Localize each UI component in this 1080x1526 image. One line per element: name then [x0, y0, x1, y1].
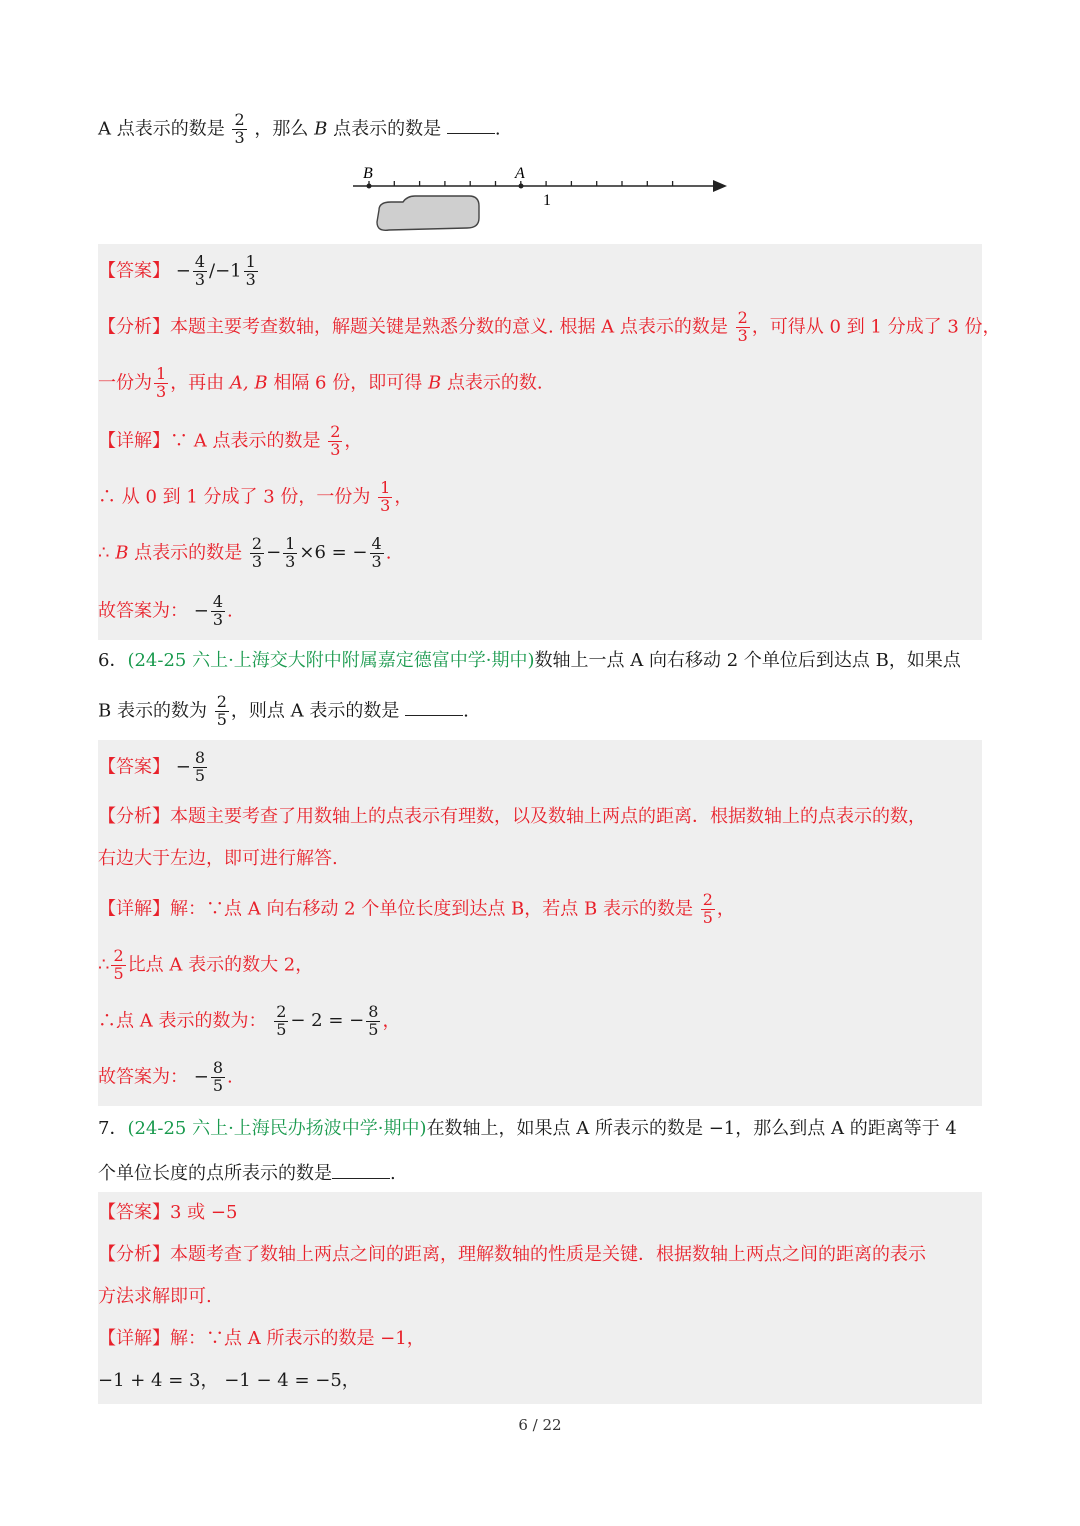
q6-line-2	[98, 694, 469, 729]
question-number: 6．	[98, 650, 128, 671]
a5-detail-line-2	[98, 480, 412, 515]
question-text-c: ，则点 A 表示的数是	[230, 700, 400, 722]
final-answer-label: 故答案为：	[98, 600, 188, 622]
analysis-text-c: 一份为	[98, 372, 152, 394]
a5-final: 故答案为： − $\frac{4}{3}$ .	[98, 592, 233, 629]
answer-blank	[332, 1162, 390, 1179]
detail-text-c: 点表示的数是	[134, 542, 243, 564]
period: .	[227, 600, 233, 622]
label-A: A	[515, 165, 525, 182]
analysis-text: 本题考查了数轴上两点之间的距离，理解数轴的性质是关键．根据数轴上两点之间的距离的表示	[170, 1244, 926, 1265]
detail-text-b: ∴ 从 0 到 1 分成了 3 份，一份为	[98, 486, 371, 508]
q5-stem-text-c: 点表示的数是	[333, 118, 442, 140]
a6-answer-row: 【答案】 − $\frac{8}{5}$	[98, 748, 206, 785]
analysis-tag: 【分析】	[98, 316, 170, 338]
fraction-2-3: $\frac{2}{3}$	[330, 422, 341, 459]
analysis-text-d: ，再由	[170, 372, 225, 394]
q5-stem-B: B	[314, 118, 328, 140]
fraction-2-3	[232, 112, 246, 147]
a5-analysis-line-2	[98, 366, 543, 401]
fraction-1-3: $\frac{1}{3}$	[156, 364, 167, 401]
analysis-text-b: 右边大于左边，即可进行解答.	[98, 848, 338, 869]
fraction-1-3: $\frac{1}{3}$	[245, 252, 256, 289]
answer-tag: 【答案】	[98, 756, 170, 778]
ink-blot-cover	[377, 196, 479, 230]
number-line-figure	[345, 160, 735, 242]
a7-analysis-line-2	[98, 1288, 212, 1306]
equation-a-value: $\frac{2}{5}$ − 2 = − $\frac{8}{5}$	[276, 1002, 379, 1039]
a6-detail-line-3	[98, 1004, 400, 1039]
answer-value: 3 或 −5	[170, 1202, 238, 1223]
a5-detail-line-1	[98, 424, 362, 459]
analysis-text-e: 相隔 6 份，即可得	[273, 372, 423, 394]
period: .	[385, 542, 392, 564]
fraction-8-5: $\frac{8}{5}$	[194, 748, 206, 785]
therefore-symbol: ∴	[98, 542, 110, 564]
detail-text-c: ∴点 A 表示的数为：	[98, 1010, 267, 1032]
detail-point-B: B	[115, 542, 129, 564]
equation-b-value: $\frac{2}{3}$ − $\frac{1}{3}$ ×6 = − $\frac{4}{3}$	[251, 534, 382, 571]
point-B-dot	[367, 184, 372, 189]
q6-line-1	[98, 652, 961, 670]
q5-stem-text-b: ，那么	[254, 118, 309, 140]
comma: ，	[382, 1010, 401, 1032]
label-1: 1	[543, 192, 551, 209]
comma: ，	[344, 430, 363, 452]
a6-analysis-line-2	[98, 850, 338, 868]
q7-line-2	[98, 1162, 396, 1183]
a7-analysis-line-1	[98, 1246, 926, 1264]
fraction-2-3: $\frac{2}{3}$	[737, 308, 748, 345]
fraction-4-3: $\frac{4}{3}$	[194, 252, 206, 289]
period: .	[390, 1163, 396, 1184]
answer-tag: 【答案】	[98, 260, 170, 282]
fraction-2-5: $\frac{2}{5}$	[113, 946, 124, 983]
a5-detail-line-3	[98, 536, 391, 571]
fraction-8-5: $\frac{8}{5}$	[212, 1058, 224, 1095]
analysis-text: 本题主要考查数轴，解题关键是熟悉分数的意义. 根据 A 点表示的数是	[170, 316, 728, 338]
answer-separator: /	[209, 260, 216, 282]
a6-detail-line-2	[98, 948, 313, 983]
final-answer-label: 故答案为：	[98, 1066, 188, 1088]
analysis-points: A, B	[229, 372, 268, 394]
question-text: 在数轴上，如果点 A 所表示的数是 −1，那么到点 A 的距离等于 4	[426, 1118, 957, 1139]
a5-answer-row: 【答案】 − $\frac{4}{3}$ /−1 $\frac{1}{3}$	[98, 252, 256, 289]
a7-answer-row	[98, 1204, 237, 1222]
detail-equation: −1 + 4 = 3， −1 − 4 = −5，	[98, 1370, 360, 1391]
numerator: 2	[234, 110, 245, 129]
q7-line-1	[98, 1120, 957, 1138]
fraction-4-3: $\frac{4}{3}$	[212, 592, 224, 629]
analysis-text-f: 点表示的数.	[446, 372, 543, 394]
q5-stem-text: A 点表示的数是	[98, 118, 225, 140]
detail-text: ∵ A 点表示的数是	[170, 430, 321, 452]
axis-arrow-icon	[713, 180, 727, 192]
question-source: (24-25 六上·上海民办扬波中学·期中)	[127, 1118, 427, 1139]
q5-stem	[98, 112, 501, 147]
question-text-b: B 表示的数为	[98, 700, 207, 722]
answer-blank	[405, 699, 463, 716]
analysis-point-B: B	[427, 372, 442, 394]
a6-detail-line-1	[98, 892, 735, 927]
comma: ，	[716, 898, 735, 920]
analysis-tag: 【分析】	[98, 806, 170, 827]
question-text-b: 个单位长度的点所表示的数是	[98, 1163, 332, 1184]
detail-tag: 【详解】	[98, 898, 170, 920]
detail-text-b: 比点 A 表示的数大 2，	[127, 954, 314, 976]
fraction-1-3: $\frac{1}{3}$	[380, 478, 391, 515]
period: .	[227, 1066, 233, 1088]
analysis-text-b: ，可得从 0 到 1 分成了 3 份，	[751, 316, 1001, 338]
a7-detail-line-2	[98, 1372, 360, 1390]
detail-tag: 【详解】	[98, 430, 170, 452]
answer-blank	[447, 117, 495, 134]
page-number: 6 / 22	[518, 1416, 562, 1434]
detail-text: 解：∵点 A 所表示的数是 −1，	[170, 1328, 425, 1349]
analysis-text: 本题主要考查了用数轴上的点表示有理数，以及数轴上两点的距离．根据数轴上的点表示的数，	[170, 806, 926, 827]
label-B: B	[363, 165, 373, 182]
question-source: (24-25 六上·上海交大附中附属嘉定德富中学·期中)	[127, 650, 535, 671]
a7-detail-line-1	[98, 1330, 425, 1348]
q5-stem-end: .	[494, 118, 501, 140]
analysis-text-b: 方法求解即可.	[98, 1286, 212, 1307]
point-A-dot	[519, 184, 524, 189]
answer-tag: 【答案】	[98, 1202, 170, 1223]
denominator: 3	[234, 127, 245, 147]
a5-analysis-line-1	[98, 310, 1001, 345]
period: .	[463, 700, 469, 722]
a6-final: 故答案为： − $\frac{8}{5}$ .	[98, 1058, 233, 1095]
a6-analysis-line-1	[98, 808, 926, 826]
comma: ，	[394, 486, 413, 508]
fraction-2-5: $\frac{2}{5}$	[216, 692, 227, 729]
analysis-tag: 【分析】	[98, 1244, 170, 1265]
question-text: 数轴上一点 A 向右移动 2 个单位后到达点 B，如果点	[534, 650, 961, 671]
question-number: 7．	[98, 1118, 128, 1139]
detail-tag: 【详解】	[98, 1328, 170, 1349]
therefore-symbol: ∴	[98, 954, 110, 976]
fraction-2-5: $\frac{2}{5}$	[702, 890, 713, 927]
detail-text: 解：∵点 A 向右移动 2 个单位长度到达点 B，若点 B 表示的数是	[170, 898, 693, 920]
